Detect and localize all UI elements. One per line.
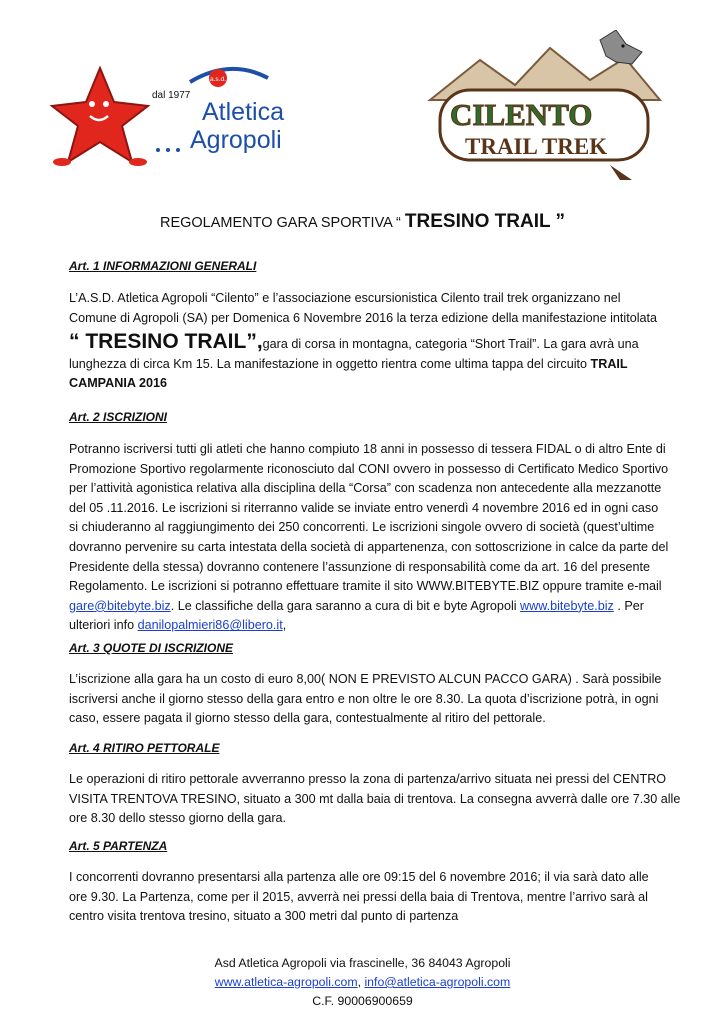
bitebyte-website-link[interactable]: www.bitebyte.biz — [520, 598, 614, 613]
art2-line: , — [282, 618, 287, 633]
logo-word-agropoli: Agropoli — [190, 126, 282, 154]
art4-line: Le operazioni di ritiro pettorale avverranno presso la zona di partenza/arrivo situata nei pressi del CENTRO — [69, 772, 667, 786]
art3-heading: Art. 3 QUOTE DI ISCRIZIONE — [69, 641, 234, 655]
art4-body — [69, 770, 681, 829]
art2-body — [69, 440, 669, 636]
art3-line: iscriversi anche il giorno stesso della gara entro e non oltre le ore 8.30. La quota d’iscrizione potrà, in ogni — [69, 691, 659, 706]
art5-body — [69, 868, 659, 927]
star-mascot-icon — [52, 68, 148, 166]
page-footer — [0, 954, 725, 1011]
footer-email-link[interactable]: info@atletica-agropoli.com — [364, 975, 511, 989]
footer-address: Asd Atletica Agropoli via frascinelle, 36 84043 Agropoli — [214, 956, 511, 970]
footer-website-link[interactable]: www.atletica-agropoli.com — [214, 975, 358, 989]
document-title — [0, 211, 725, 233]
asd-badge-text: a.s.d. — [210, 76, 226, 83]
art1-line: L’A.S.D. Atletica Agropoli “Cilento” e l’associazione escursionistica Cilento trail trek organizzano nel — [69, 291, 621, 305]
logo-word-trail-trek: TRAIL TREK — [465, 134, 608, 159]
footer-tax-code: C.F. 90006900659 — [312, 994, 413, 1008]
art5-line: ore 9.30. La Partenza, come per il 2015, avverrà nei pressi della baia di Trentova, mentre l’arrivo sarà al — [69, 889, 648, 904]
title-race-name: TRESINO TRAIL ” — [404, 211, 566, 232]
art2-heading: Art. 2 ISCRIZIONI — [69, 410, 168, 424]
logo-word-atletica: Atletica — [202, 98, 284, 126]
art1-body — [69, 289, 659, 394]
art2-line: Promozione Sportivo regolarmente riconosciuto dal CONI ovvero in possesso di Certificato Medico Sportivo — [69, 461, 669, 476]
art3-body — [69, 670, 662, 729]
footer-separator: , — [357, 975, 365, 989]
art1-line: gara di corsa in montagna, categoria “Short Trail”. La gara avrà una — [262, 337, 639, 352]
art3-line: caso, essere pagata il giorno stesso della gara, contestualmente al ritiro del pettorale. — [69, 711, 546, 726]
circuit-name-part1: TRAIL — [590, 356, 628, 371]
art2-line: Presidente della stessa) dovranno contenere l’assunzione di responsabilità come da art. 16 del presente — [69, 559, 651, 574]
art3-line: L’iscrizione alla gara ha un costo di euro 8,00( NON E PREVISTO ALCUN PACCO GARA) . Sarà possibile — [69, 672, 662, 686]
art4-line: VISITA TRENTOVA TRESINO, situato a 300 mt dalla baia di trentova. La consegna avverrà dalle ore 7.30 alle — [69, 791, 681, 806]
art2-line: per l’attività agonistica relativa alla disciplina della “Corsa” con scadenza non antecedente alla mezzanotte — [69, 481, 662, 496]
art1-line: lunghezza di circa Km 15. La manifestazione in oggetto rientra come ultima tappa del circuito — [69, 356, 591, 371]
art2-line: . Per — [613, 598, 644, 613]
art1-heading: Art. 1 INFORMAZIONI GENERALI — [69, 259, 257, 273]
art2-line: . Le classifiche della gara saranno a cura di bit e byte Agropoli — [170, 598, 521, 613]
art5-line: I concorrenti dovranno presentarsi alla partenza alle ore 09:15 del 6 novembre 2016; il via sarà dato alle — [69, 870, 649, 884]
art4-heading: Art. 4 RITIRO PETTORALE — [69, 741, 220, 755]
art5-heading: Art. 5 PARTENZA — [69, 839, 168, 853]
email-gare-link[interactable]: gare@bitebyte.biz — [69, 598, 171, 613]
art1-race-name: “ TRESINO TRAIL”, — [69, 330, 263, 354]
art2-line: si chiuderanno al raggiungimento dei 250 concorrenti. Le iscrizioni singole ovvero di società (quest’ultime — [69, 520, 655, 535]
title-prefix: REGOLAMENTO GARA SPORTIVA “ — [159, 215, 405, 231]
logo-word-cilento: CILENTO — [450, 97, 593, 132]
since-text: dal 1977 — [152, 90, 191, 101]
wolf-icon — [600, 30, 642, 64]
art2-line: Potranno iscriversi tutti gli atleti che hanno compiuto 18 anni in possesso di tessera FIDAL o di altro Ente di — [69, 442, 666, 456]
art4-line: ore 8.30 dello stesso giorno della gara. — [69, 811, 287, 826]
art2-line: Regolamento. Le iscrizioni si potranno effettuare tramite il sito WWW.BITEBYTE.BIZ oppure tramite e-mail — [69, 579, 662, 594]
art1-line: Comune di Agropoli (SA) per Domenica 6 Novembre 2016 la terza edizione della manifestazione intitolata — [69, 310, 658, 325]
art2-line: del 05 .11.2016. Le iscrizioni si riterranno valide se inviate entro venerdì 4 novembre 2016 ed in ogni caso — [69, 500, 659, 515]
atletica-agropoli-logo — [40, 62, 320, 172]
art2-line: dovranno pervenire su carta intestata della società di appartenenza, con sottoscrizione in calce da parte del — [69, 539, 669, 554]
cilento-trail-trek-logo — [420, 30, 665, 185]
email-info-link[interactable]: danilopalmieri86@libero.it — [137, 618, 283, 633]
art5-line: centro visita trentova tresino, situato a 300 metri dal punto di partenza — [69, 909, 459, 924]
circuit-name-part2: CAMPANIA 2016 — [69, 376, 167, 391]
art2-line: ulteriori info — [69, 618, 138, 633]
